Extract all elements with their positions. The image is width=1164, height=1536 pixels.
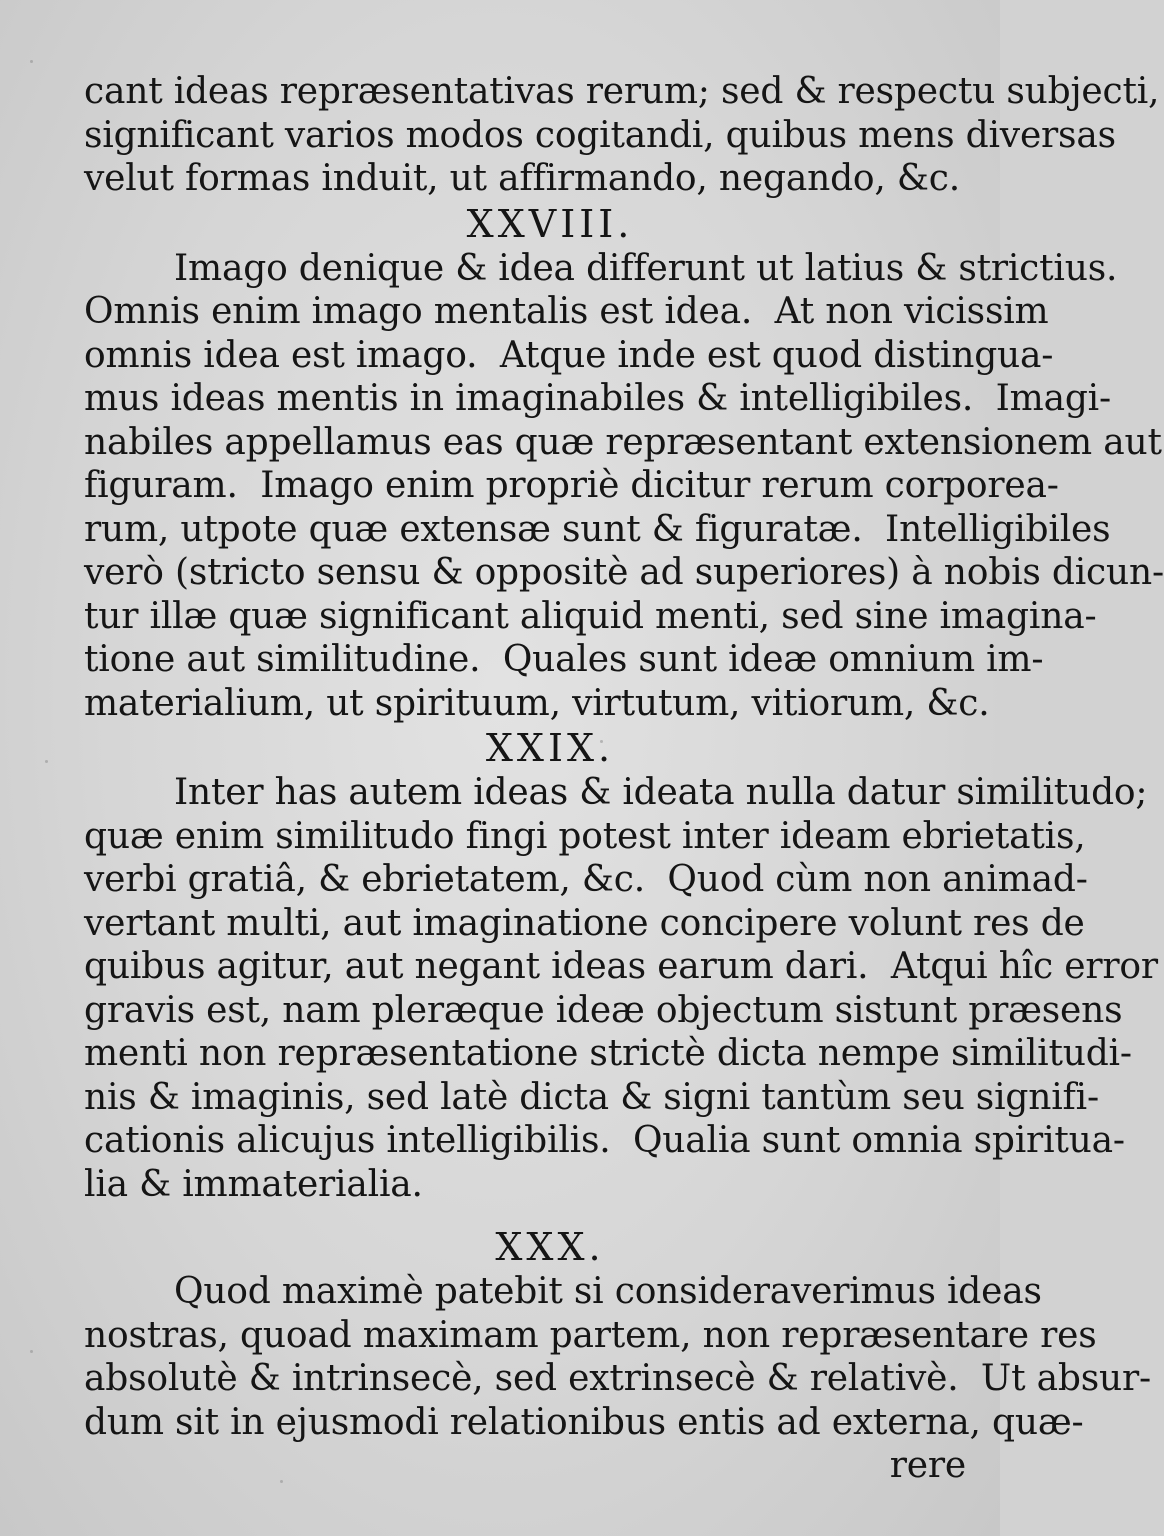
- text-line: verbi gratiâ, & ebrietatem, &c. Quod cùm non animad-: [84, 859, 1088, 900]
- text-line: dum sit in ejusmodi relationibus entis ad externa, quæ-: [84, 1401, 1084, 1443]
- text-line: verò (stricto sensu & oppositè ad superiores) à nobis dicun-: [84, 552, 1164, 593]
- text-line: nostras, quoad maximam partem, non repræsentare res: [84, 1314, 1097, 1356]
- text-line: vertant multi, aut imaginatione concipere volunt res de: [84, 902, 1085, 944]
- section-heading: XXX.: [495, 1225, 605, 1269]
- text-line: nabiles appellamus eas quæ repræsentant extensionem aut: [84, 421, 1162, 463]
- text-line: menti non repræsentatione strictè dicta nempe similitudi-: [84, 1033, 1132, 1074]
- paper-speck: [45, 760, 48, 763]
- catchword: rere: [889, 1445, 966, 1486]
- text-line: cationis alicujus intelligibilis. Qualia sunt omnia spiritua-: [84, 1120, 1125, 1161]
- text-line: lia & immaterialia.: [84, 1163, 423, 1205]
- text-line: materialium, ut spirituum, virtutum, vitiorum, &c.: [84, 682, 990, 724]
- text-line: rum, utpote quæ extensæ sunt & figuratæ. Intelligibiles: [84, 508, 1111, 550]
- text-line: Inter has autem ideas & ideata nulla datur similitudo;: [174, 772, 1148, 813]
- text-line: Quod maximè patebit si consideraverimus ideas: [174, 1271, 1042, 1312]
- text-line: gravis est, nam pleræque ideæ objectum sistunt præsens: [84, 989, 1123, 1031]
- text-line: significant varios modos cogitandi, quibus mens diversas: [84, 114, 1116, 156]
- text-line: absolutè & intrinsecè, sed extrinsecè & relativè. Ut absur-: [84, 1358, 1151, 1399]
- text-line: tione aut similitudine. Quales sunt ideæ omnium im-: [84, 639, 1044, 680]
- text-line: quæ enim similitudo fingi potest inter ideam ebrietatis,: [84, 815, 1086, 857]
- text-line: cant ideas repræsentativas rerum; sed & respectu subjecti,: [84, 71, 1160, 112]
- text-line: mus ideas mentis in imaginabiles & intelligibiles. Imagi-: [84, 378, 1111, 419]
- text-line: velut formas induit, ut affirmando, negando, &c.: [84, 158, 960, 199]
- text-line: quibus agitur, aut negant ideas earum dari. Atqui hîc error: [84, 946, 1158, 987]
- text-line: Imago denique & idea differunt ut latius & strictius.: [174, 247, 1118, 289]
- text-line: figuram. Imago enim propriè dicitur rerum corporea-: [84, 465, 1059, 506]
- page-text: [84, 70, 1164, 1488]
- text-line: omnis idea est imago. Atque inde est quod distingua-: [84, 334, 1054, 376]
- paper-speck: [30, 60, 33, 63]
- text-line: nis & imaginis, sed latè dicta & signi tantùm seu signifi-: [84, 1076, 1099, 1118]
- text-line: tur illæ quæ significant aliquid menti, sed sine imagina-: [84, 595, 1097, 637]
- paper-speck: [30, 1350, 33, 1353]
- paragraph-gap: [84, 1206, 976, 1224]
- text-line: Omnis enim imago mentalis est idea. At non vicissim: [84, 291, 1049, 332]
- section-heading: XXVIII.: [466, 201, 634, 246]
- section-heading: XXIX.: [485, 726, 615, 770]
